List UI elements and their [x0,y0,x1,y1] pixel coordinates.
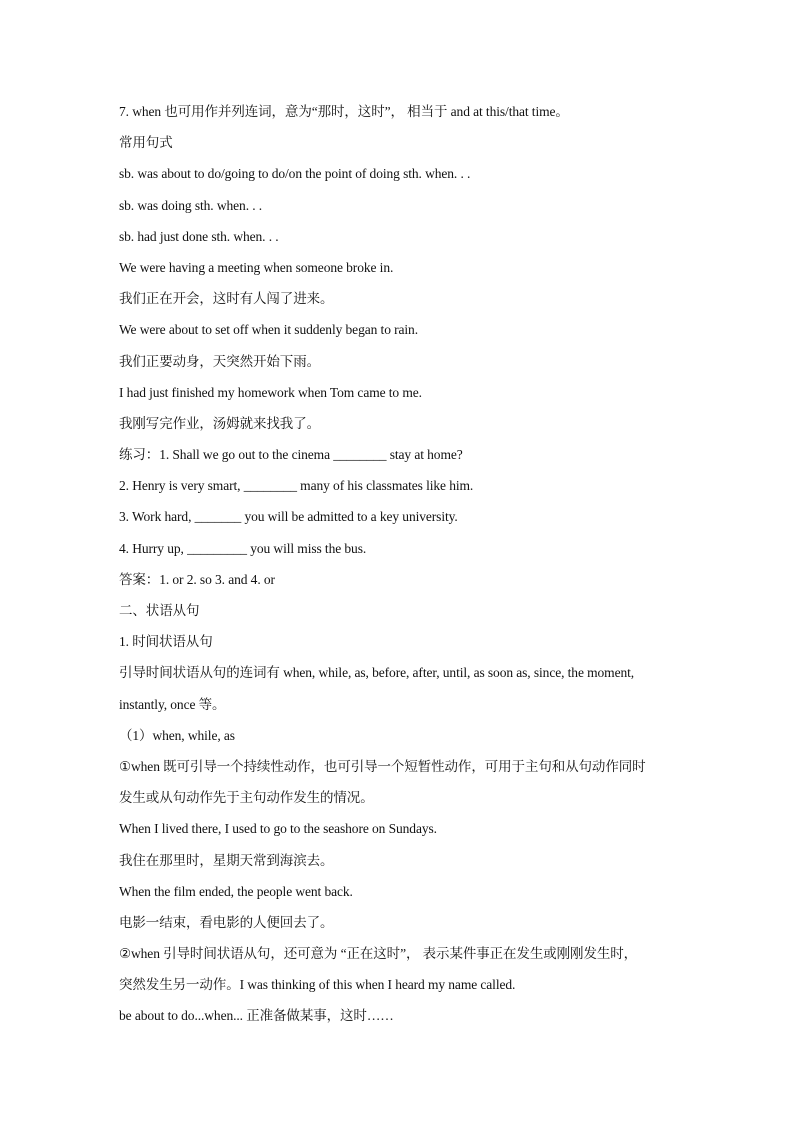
subsection-heading: 1. 时间状语从句 [119,634,213,650]
text-line: sb. had just done sth. when. . . [119,228,279,244]
text-line: sb. was doing sth. when. . . [119,197,263,213]
answer-key: 答案：1. or 2. so 3. and 4. or [119,571,275,587]
translation: 我刚写完作业，汤姆就来找我了。 [119,415,320,431]
text-line: 发生或从句动作先于主句动作发生的情况。 [119,790,374,806]
section-heading: 二、状语从句 [119,603,200,618]
text-line: be about to do...when... 正准备做某事，这时…… [119,1008,394,1024]
example-sentence: When I lived there, I used to go to the seashore on Sundays. [119,821,437,837]
exercise-item: 2. Henry is very smart, ________ many of his classmates like him. [119,478,474,494]
text-line: ①when 既可引导一个持续性动作，也可引导一个短暂性动作，可用于主句和从句动作同时 [119,758,646,774]
text-line: 7. when 也可用作并列连词，意为“那时，这时”， 相当于 and at this/that time。 [119,104,569,119]
exercise-item: 练习：1. Shall we go out to the cinema ________ stay at home? [119,447,463,463]
exercise-item: 4. Hurry up, _________ you will miss the bus. [119,540,367,556]
example-sentence: When the film ended, the people went back. [119,883,353,899]
translation: 电影一结束，看电影的人便回去了。 [119,914,334,930]
text-line: 引导时间状语从句的连词有 when, while, as, before, after, until, as soon as, since, the moment, [119,665,635,681]
text-line: sb. was about to do/going to do/on the point of doing sth. when. . . [119,166,471,182]
translation: 我们正要动身，天突然开始下雨。 [119,353,320,369]
text-line: 突然发生另一动作。I was thinking of this when I heard my name called. [119,977,516,993]
example-sentence: We were having a meeting when someone broke in. [119,259,394,275]
text-line: ②when 引导时间状语从句，还可意为 “正在这时”， 表示某件事正在发生或刚刚发生时， [119,946,638,962]
subsection-heading: （1）when, while, as [119,727,235,743]
translation: 我们正在开会，这时有人闯了进来。 [119,291,334,307]
document-body [119,101,679,1037]
section-heading: 常用句式 [119,135,173,151]
text-line: instantly, once 等。 [119,696,226,712]
exercise-item: 3. Work hard, _______ you will be admitted to a key university. [119,509,458,525]
translation: 我住在那里时，星期天常到海滨去。 [119,852,334,868]
example-sentence: We were about to set off when it suddenly began to rain. [119,322,418,338]
example-sentence: I had just finished my homework when Tom came to me. [119,384,422,400]
